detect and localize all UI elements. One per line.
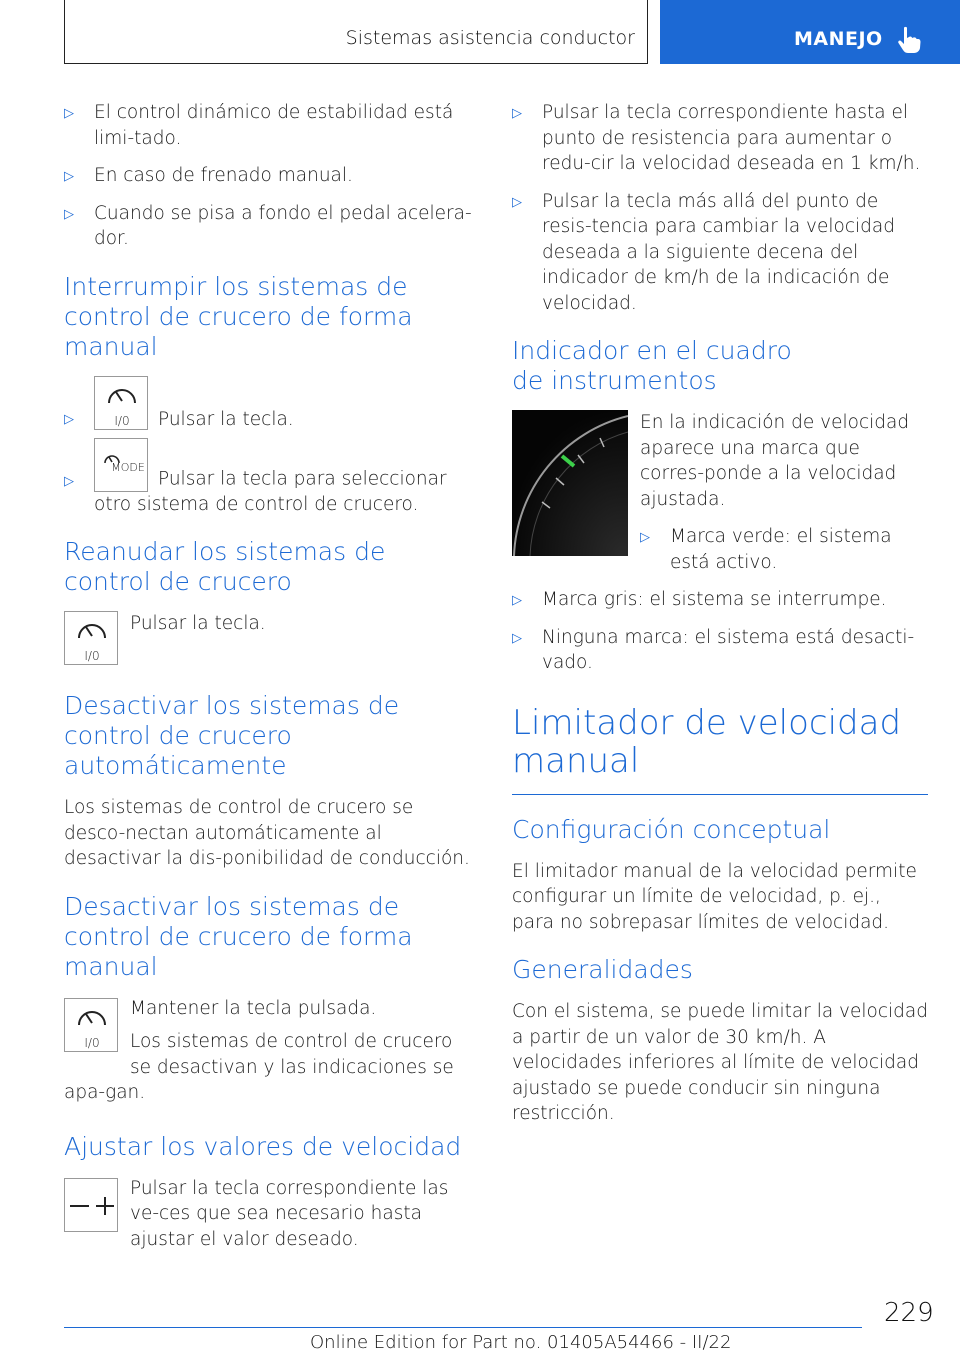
- speed-control-onoff-icon: [64, 998, 118, 1052]
- bullet-triangle-icon: [64, 202, 74, 228]
- minus-plus-icon: [64, 1178, 118, 1232]
- bullet-triangle-icon: [64, 101, 74, 127]
- manual-off-block: [64, 996, 478, 1106]
- right-column: [512, 100, 928, 1127]
- speedometer-gauge-image: [512, 410, 628, 556]
- adjust-block: [64, 1176, 478, 1253]
- instruction-text: Pulsar la tecla para seleccionar otro sistema de control de crucero.: [94, 468, 447, 515]
- svg-text:I/0: I/0: [114, 413, 130, 428]
- speed-control-onoff-icon: [94, 376, 148, 430]
- page-number: 229: [884, 1298, 934, 1328]
- general-text: Con el sistema, se puede limitar la velocidad a partir de un valor de 30 km/h. A velocidades inferiores al límite de velocidad ajustado se puede conducir sin ninguna restricción.: [512, 1001, 928, 1124]
- speed-control-onoff-icon: [64, 611, 118, 665]
- bullet-triangle-icon: [64, 412, 74, 427]
- heading-indicator: Indicador en el cuadro de instrumentos: [512, 336, 792, 395]
- heading-interrupt: Interrumpir los sistemas de control de crucero de forma manual: [64, 271, 413, 361]
- indicator-text: En la indicación de velocidad aparece una marca que corres-ponde a la velocidad ajustada.: [640, 412, 910, 510]
- header-chapter-box: [64, 0, 648, 64]
- resume-text: Pulsar la tecla.: [130, 613, 266, 634]
- bullet-triangle-icon: [64, 164, 74, 190]
- adjust-text: Pulsar la tecla correspondiente las ve-ces que sea necesario hasta ajustar el valor deseado.: [130, 1177, 449, 1250]
- bullet-triangle-icon: [640, 525, 650, 551]
- list-item: ▷ En caso de frenado manual.: [64, 163, 478, 189]
- svg-text:MODE: MODE: [111, 460, 145, 474]
- list-item: ▷ El control dinámico de estabilidad está limi-tado.: [64, 100, 478, 151]
- heading-general: Generalidades: [512, 955, 693, 984]
- indicator-row: [512, 410, 928, 575]
- section-title: MANEJO: [794, 28, 883, 50]
- heading-manual-off: Desactivar los sistemas de control de crucero de forma manual: [64, 891, 413, 981]
- bullet-triangle-icon: [64, 474, 74, 489]
- list-item: ▷ Pulsar la tecla más allá del punto de resis-tencia para cambiar la velocidad deseada a la siguiente decena del indicador de km/h de la indicación de velocidad.: [512, 189, 928, 317]
- instruction-text: Pulsar la tecla.: [158, 408, 294, 430]
- header-section-tab[interactable]: [660, 0, 960, 64]
- list-item: ▷ Cuando se pisa a fondo el pedal acelera-dor.: [64, 201, 478, 252]
- manual-off-text-1: Mantener la tecla pulsada.: [130, 997, 377, 1019]
- auto-off-text: Los sistemas de control de crucero se desco-nectan automáticamente al desactivar la dis-ponibilidad de conducción.: [64, 797, 470, 869]
- bullet-triangle-icon: [512, 190, 522, 216]
- bullet-triangle-icon: [512, 626, 522, 652]
- concept-text: El limitador manual de la velocidad permite configurar un límite de velocidad, p. ej., para no sobrepasar límites de velocidad.: [512, 860, 917, 933]
- svg-text:I/0: I/0: [84, 649, 100, 663]
- heading-adjust: Ajustar los valores de velocidad: [64, 1131, 462, 1161]
- heading-auto-off: Desactivar los sistemas de control de crucero automáticamente: [64, 691, 400, 780]
- list-item: [64, 376, 478, 430]
- bullet-triangle-icon: [512, 101, 522, 127]
- left-column: [64, 100, 478, 1252]
- list-item: ▷ Pulsar la tecla correspondiente hasta el punto de resistencia para aumentar o redu-cir la velocidad deseada en 1 km/h.: [512, 100, 928, 177]
- svg-text:I/0: I/0: [84, 1035, 100, 1050]
- hand-pointer-icon: [896, 26, 922, 54]
- heading-concept: Configuración conceptual: [512, 814, 831, 844]
- heading-limiter: Limitador de velocidad manual: [512, 704, 928, 795]
- manual-off-text-2: Los sistemas de control de crucero se desactivan y las indicaciones se apa-gan.: [64, 1031, 454, 1103]
- list-item: ▷ Marca gris: el sistema se interrumpe.: [512, 587, 928, 613]
- list-item: [64, 438, 478, 518]
- resume-row: [64, 611, 478, 671]
- chapter-title: Sistemas asistencia conductor: [345, 27, 635, 49]
- mode-button-icon: [94, 438, 148, 492]
- footer-edition: Online Edition for Part no. 01405A54466 - II/22: [310, 1332, 732, 1353]
- list-item: ▷ Ninguna marca: el sistema está desacti-vado.: [512, 625, 928, 676]
- footer-divider: [64, 1327, 862, 1328]
- bullet-triangle-icon: [512, 588, 522, 614]
- list-item: ▷ Marca verde: el sistema está activo.: [640, 524, 928, 575]
- heading-resume: Reanudar los sistemas de control de crucero: [64, 537, 386, 596]
